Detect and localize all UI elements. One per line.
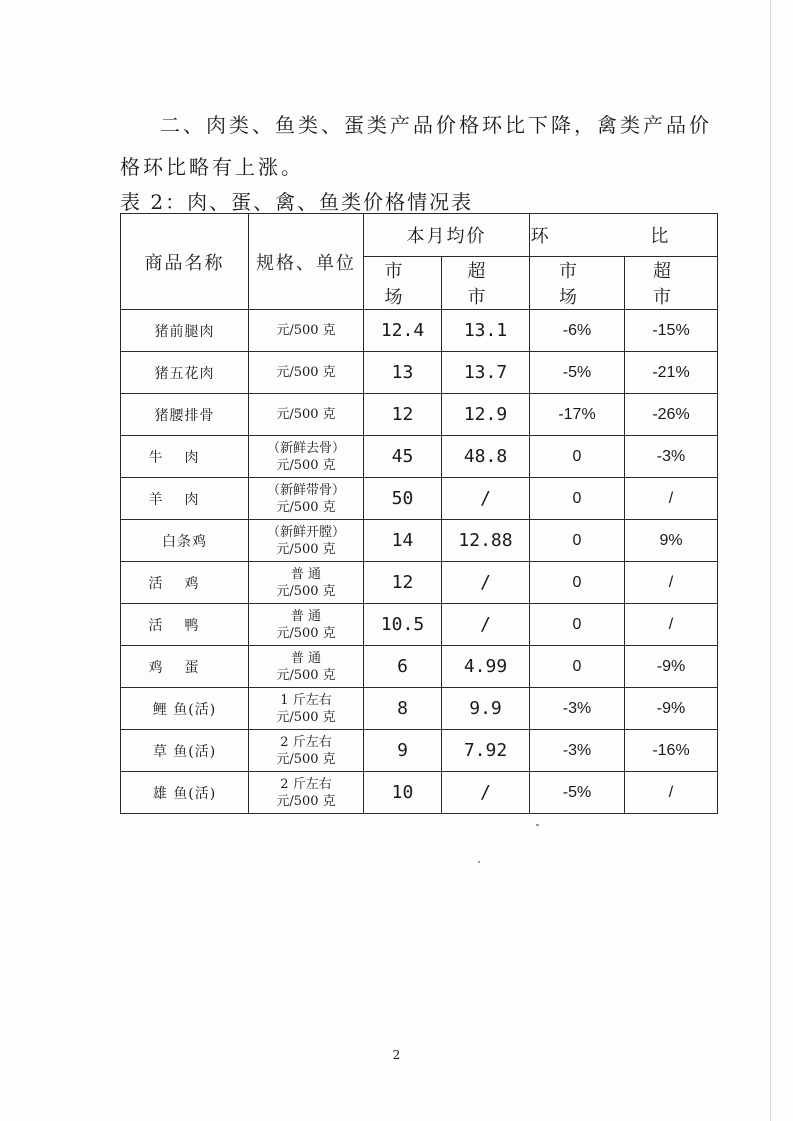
cell-product-name: 猪五花肉 [121,352,249,394]
cell-spec-unit [249,310,364,352]
cell-supermarket-price: 13.1 [442,310,530,352]
cell-unit: 元/500 克 [276,583,336,599]
header-spec-unit: 规格、单位 [249,214,364,310]
header-mom-market: 市 场 [530,257,625,310]
cell-product-name: 鸡蛋 [121,646,249,688]
table-row [121,310,718,352]
cell-supermarket-price: 4.99 [442,646,530,688]
paragraph-line-1: 二、肉类、鱼类、蛋类产品价格环比下降，禽类产品价 [160,113,712,137]
table-row [121,562,718,604]
cell-spec-unit [249,352,364,394]
cell-supermarket-price: 9.9 [442,688,530,730]
cell-mom-market: -5% [530,352,625,394]
cell-supermarket-price: / [442,604,530,646]
cell-market-price: 12 [364,394,442,436]
cell-unit: 元/500 克 [276,499,336,515]
cell-spec: 普 通 [290,650,322,666]
cell-unit: 元/500 克 [276,667,336,683]
scan-speck [478,861,480,863]
cell-market-price: 9 [364,730,442,772]
cell-market-price: 12 [364,562,442,604]
table-caption: 表 2：肉、蛋、禽、鱼类价格情况表 [120,190,474,214]
table-row [121,730,718,772]
cell-product-name: 猪腰排骨 [121,394,249,436]
cell-unit: 元/500 克 [276,625,336,641]
cell-unit: 元/500 克 [276,751,336,767]
scan-speck [536,824,539,826]
cell-mom-supermarket: -3% [625,436,718,478]
paragraph-line-2: 格环比略有上涨。 [120,155,304,179]
cell-mom-market: 0 [530,478,625,520]
cell-spec-unit [249,646,364,688]
cell-unit: 元/500 克 [276,365,336,380]
cell-market-price: 50 [364,478,442,520]
cell-mom-supermarket: / [625,562,718,604]
cell-market-price: 10.5 [364,604,442,646]
cell-supermarket-price: 12.9 [442,394,530,436]
cell-mom-supermarket: -15% [625,310,718,352]
cell-spec-unit [249,520,364,562]
cell-mom-supermarket: / [625,478,718,520]
cell-product-name: 白条鸡 [121,520,249,562]
table-row [121,436,718,478]
cell-market-price: 13 [364,352,442,394]
cell-spec: 普 通 [290,566,322,582]
cell-spec-unit [249,688,364,730]
table-row [121,478,718,520]
cell-market-price: 10 [364,772,442,814]
cell-unit: 元/500 克 [276,793,336,809]
header-supermarket: 超 市 [442,257,530,310]
body-paragraph [120,104,720,188]
cell-spec-unit [249,772,364,814]
cell-spec: 2 斤左右 [280,776,332,792]
header-market: 市 场 [364,257,442,310]
cell-market-price: 6 [364,646,442,688]
cell-market-price: 12.4 [364,310,442,352]
cell-mom-market: -17% [530,394,625,436]
cell-mom-supermarket: -9% [625,688,718,730]
cell-unit: 元/500 克 [276,407,336,422]
table-row [121,604,718,646]
page-number: 2 [392,1048,401,1062]
cell-supermarket-price: / [442,478,530,520]
cell-market-price: 8 [364,688,442,730]
table-row [121,352,718,394]
cell-spec-unit [249,436,364,478]
cell-mom-supermarket: -26% [625,394,718,436]
cell-product-name: 雄 鱼(活) [121,772,249,814]
cell-supermarket-price: 13.7 [442,352,530,394]
cell-product-name: 猪前腿肉 [121,310,249,352]
cell-supermarket-price: 48.8 [442,436,530,478]
table-row [121,772,718,814]
cell-mom-supermarket: -9% [625,646,718,688]
cell-spec: （新鲜去骨） [266,440,345,456]
cell-spec: 2 斤左右 [280,734,332,750]
cell-unit: 元/500 克 [276,323,336,338]
table-row [121,688,718,730]
cell-mom-market: -3% [530,688,625,730]
cell-supermarket-price: / [442,562,530,604]
cell-spec: （新鲜开膛） [266,524,345,540]
page-edge-line [770,0,771,1121]
cell-mom-market: 0 [530,436,625,478]
cell-spec-unit [249,562,364,604]
cell-spec-unit [249,478,364,520]
price-table [120,213,718,814]
header-avg-price: 本月均价 [364,214,530,257]
cell-spec: 普 通 [290,608,322,624]
cell-mom-market: 0 [530,562,625,604]
cell-mom-supermarket: -16% [625,730,718,772]
cell-spec: （新鲜带骨） [266,482,345,498]
header-mom: 环 比 [530,214,718,257]
cell-product-name: 草 鱼(活) [121,730,249,772]
cell-unit: 元/500 克 [276,457,336,473]
header-product-name: 商品名称 [121,214,249,310]
cell-mom-market: 0 [530,520,625,562]
cell-product-name: 牛肉 [121,436,249,478]
table-row [121,646,718,688]
cell-product-name: 羊肉 [121,478,249,520]
cell-product-name: 活鸭 [121,604,249,646]
cell-spec: 1 斤左右 [280,692,332,708]
cell-mom-market: -3% [530,730,625,772]
cell-unit: 元/500 克 [276,541,336,557]
cell-mom-supermarket: / [625,604,718,646]
table-body [121,310,718,814]
header-mom-supermarket: 超 市 [625,257,718,310]
cell-mom-market: -5% [530,772,625,814]
cell-mom-supermarket: 9% [625,520,718,562]
cell-supermarket-price: 12.88 [442,520,530,562]
cell-mom-market: 0 [530,646,625,688]
cell-market-price: 45 [364,436,442,478]
table-row [121,394,718,436]
cell-spec-unit [249,394,364,436]
cell-spec-unit [249,604,364,646]
cell-mom-market: -6% [530,310,625,352]
cell-supermarket-price: / [442,772,530,814]
cell-unit: 元/500 克 [276,709,336,725]
cell-mom-market: 0 [530,604,625,646]
table-row [121,520,718,562]
cell-mom-supermarket: / [625,772,718,814]
cell-product-name: 鲤 鱼(活) [121,688,249,730]
cell-product-name: 活鸡 [121,562,249,604]
cell-supermarket-price: 7.92 [442,730,530,772]
cell-market-price: 14 [364,520,442,562]
cell-mom-supermarket: -21% [625,352,718,394]
cell-spec-unit [249,730,364,772]
